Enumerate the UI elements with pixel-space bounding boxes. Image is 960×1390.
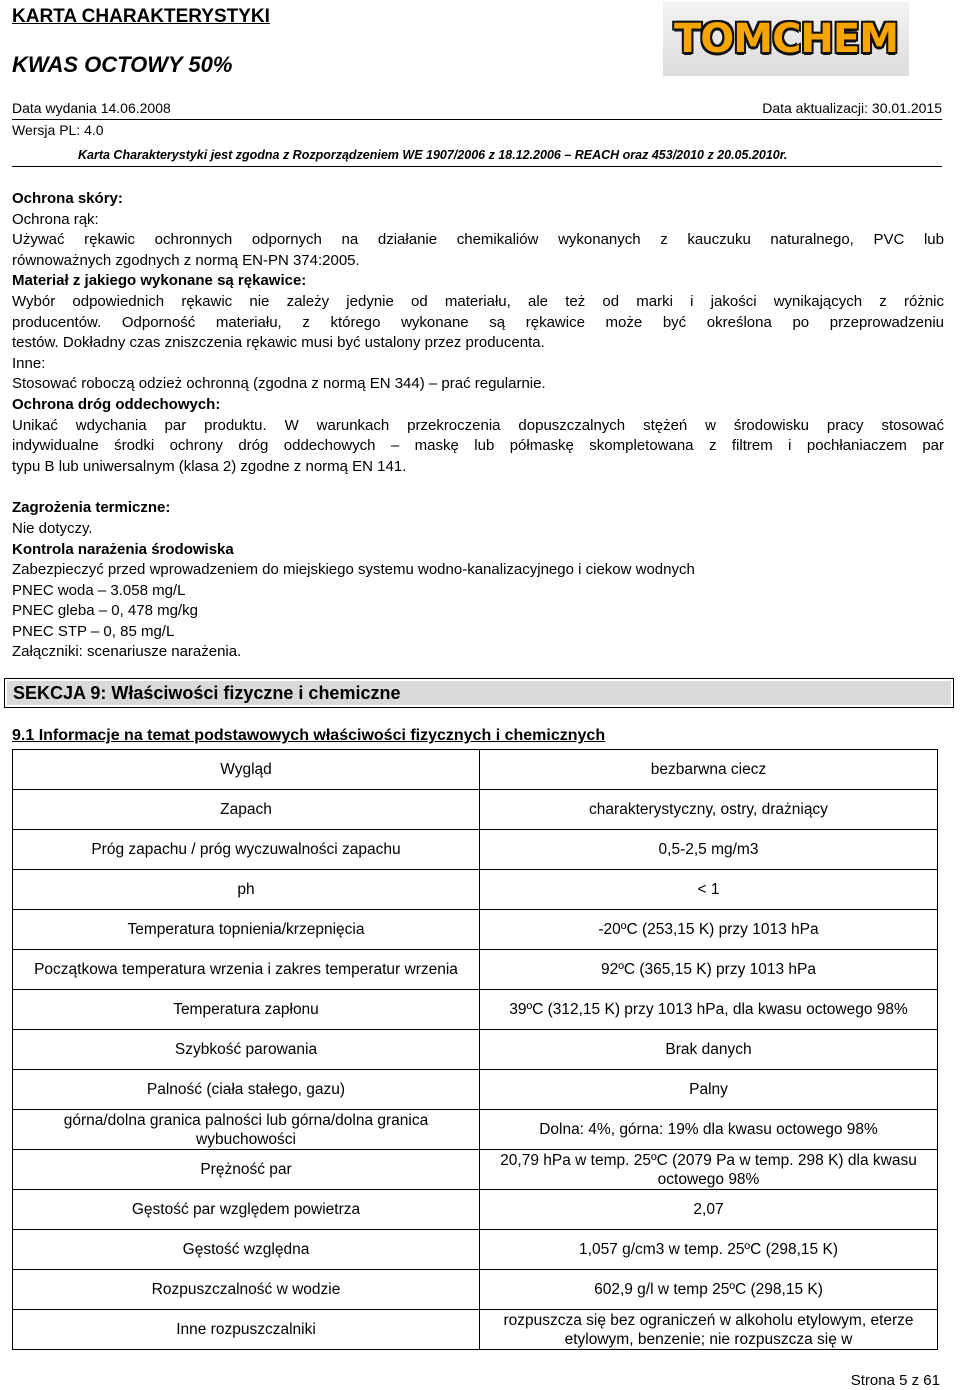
glove-material-text-3: testów. Dokładny czas zniszczenia rękawic musi być ustalony przez producenta. [12, 334, 545, 352]
property-value: < 1 [480, 870, 938, 910]
property-value: 602,9 g/l w temp 25ºC (298,15 K) [480, 1270, 938, 1310]
respiratory-text-3: typu B lub uniwersalnym (klasa 2) zgodne z normą EN 141. [12, 457, 407, 475]
table-row [13, 1230, 938, 1270]
regulation-note: Karta Charakterystyki jest zgodna z Rozporządzeniem WE 1907/2006 z 18.12.2006 – REACH oraz 453/2010 z 20.05.2010r. [78, 148, 788, 162]
version: Wersja PL: 4.0 [12, 122, 104, 138]
header-bottom-divider [12, 166, 942, 167]
properties-table [12, 749, 938, 1350]
table-row [13, 1150, 938, 1190]
logo-text: TOMCHEM [673, 16, 899, 62]
thermal-hazards-heading: Zagrożenia termiczne: [12, 499, 171, 517]
annex-note: Załączniki: scenariusze narażenia. [12, 643, 242, 661]
property-value: 1,057 g/cm3 w temp. 25ºC (298,15 K) [480, 1230, 938, 1270]
page-number: Strona 5 z 61 [850, 1372, 940, 1389]
property-value: Brak danych [480, 1030, 938, 1070]
section-9-1-subtitle: 9.1 Informacje na temat podstawowych właściwości fizycznych i chemicznych [12, 727, 606, 744]
document-title: KARTA CHARAKTERYSTYKI [12, 6, 270, 27]
issue-date: Data wydania 14.06.2008 [12, 100, 171, 116]
table-row [13, 1070, 938, 1110]
gloves-text-1: Używać rękawic ochronnych odpornych na działanie chemikaliów wykonanych z kauczuku naturalnego, PVC lub [12, 231, 944, 249]
exposure-controls-text [12, 189, 944, 663]
table-row [13, 1270, 938, 1310]
property-name: Początkowa temperatura wrzenia i zakres temperatur wrzenia [13, 950, 480, 990]
table-row [13, 990, 938, 1030]
glove-material-text-2: producentów. Odporność materiału, z którego wykonane są rękawice może być określona po przeprowadzeniu [12, 313, 944, 331]
table-row [13, 830, 938, 870]
property-value: bezbarwna ciecz [480, 750, 938, 790]
table-row [13, 950, 938, 990]
property-name: Zapach [13, 790, 480, 830]
property-value: -20ºC (253,15 K) przy 1013 hPa [480, 910, 938, 950]
glove-material-heading: Materiał z jakiego wykonane są rękawice: [12, 272, 307, 290]
table-row [13, 910, 938, 950]
header-divider [12, 119, 942, 120]
property-value: rozpuszcza się bez ograniczeń w alkoholu etylowym, eterze etylowym, benzenie; nie rozpuszcza się w [480, 1310, 938, 1350]
property-name: Palność (ciała stałego, gazu) [13, 1070, 480, 1110]
skin-protection-heading: Ochrona skóry: [12, 190, 123, 207]
pnec-soil: PNEC gleba – 0, 478 mg/kg [12, 602, 198, 620]
hand-protection-label: Ochrona rąk: [12, 210, 99, 228]
property-name: Prężność par [13, 1150, 480, 1190]
environment-heading: Kontrola narażenia środowiska [12, 540, 234, 558]
property-name: Wygląd [13, 750, 480, 790]
product-name: KWAS OCTOWY 50% [12, 52, 233, 77]
table-row [13, 750, 938, 790]
property-name: Rozpuszczalność w wodzie [13, 1270, 480, 1310]
section-9-title: SEKCJA 9: Właściwości fizyczne i chemiczne [13, 683, 401, 703]
respiratory-text-2: indywidualne środki ochrony dróg oddechowych – maskę lub półmaskę skompletowana z filtrem i pochłaniaczem par [12, 437, 944, 455]
tomchem-logo [663, 2, 909, 76]
respiratory-heading: Ochrona dróg oddechowych: [12, 395, 221, 413]
property-value: 39ºC (312,15 K) przy 1013 hPa, dla kwasu octowego 98% [480, 990, 938, 1030]
property-value: 92ºC (365,15 K) przy 1013 hPa [480, 950, 938, 990]
property-value: charakterystyczny, ostry, drażniący [480, 790, 938, 830]
property-value: Dolna: 4%, górna: 19% dla kwasu octowego 98% [480, 1110, 938, 1150]
thermal-hazards-text: Nie dotyczy. [12, 519, 93, 537]
property-name: Temperatura topnienia/krzepnięcia [13, 910, 480, 950]
table-row [13, 1190, 938, 1230]
table-row [13, 1110, 938, 1150]
property-value: 0,5-2,5 mg/m3 [480, 830, 938, 870]
property-name: Próg zapachu / próg wyczuwalności zapachu [13, 830, 480, 870]
property-name: Temperatura zapłonu [13, 990, 480, 1030]
table-row [13, 1310, 938, 1350]
gloves-text-2: równoważnych zgodnych z normą EN-PN 374:2005. [12, 251, 360, 269]
environment-text: Zabezpieczyć przed wprowadzeniem do miejskiego systemu wodno-kanalizacyjnego i ciekow wodnych [12, 561, 695, 579]
property-name: Inne rozpuszczalniki [13, 1310, 480, 1350]
other-protection-text: Stosować roboczą odzież ochronną (zgodna z normą EN 344) – prać regularnie. [12, 375, 546, 393]
property-name: Gęstość względna [13, 1230, 480, 1270]
property-name: Gęstość par względem powietrza [13, 1190, 480, 1230]
pnec-stp: PNEC STP – 0, 85 mg/L [12, 622, 175, 640]
pnec-water: PNEC woda – 3.058 mg/L [12, 581, 186, 599]
property-value: Palny [480, 1070, 938, 1110]
property-name: Szybkość parowania [13, 1030, 480, 1070]
property-value: 2,07 [480, 1190, 938, 1230]
table-row [13, 790, 938, 830]
update-date: Data aktualizacji: 30.01.2015 [762, 100, 942, 116]
other-protection-label: Inne: [12, 354, 46, 372]
property-name: ph [13, 870, 480, 910]
property-value: 20,79 hPa w temp. 25ºC (2079 Pa w temp. 298 K) dla kwasu octowego 98% [480, 1150, 938, 1190]
glove-material-text-1: Wybór odpowiednich rękawic nie zależy jedynie od materiału, ale też od marki i jakości wynikających z różnic [12, 292, 944, 310]
table-row [13, 870, 938, 910]
table-row [13, 1030, 938, 1070]
section-9-header [4, 678, 954, 708]
property-name: górna/dolna granica palności lub górna/dolna granica wybuchowości [13, 1110, 480, 1150]
respiratory-text-1: Unikać wdychania par produktu. W warunkach przekroczenia dopuszczalnych stężeń w środowisku pracy stosować [12, 416, 944, 434]
